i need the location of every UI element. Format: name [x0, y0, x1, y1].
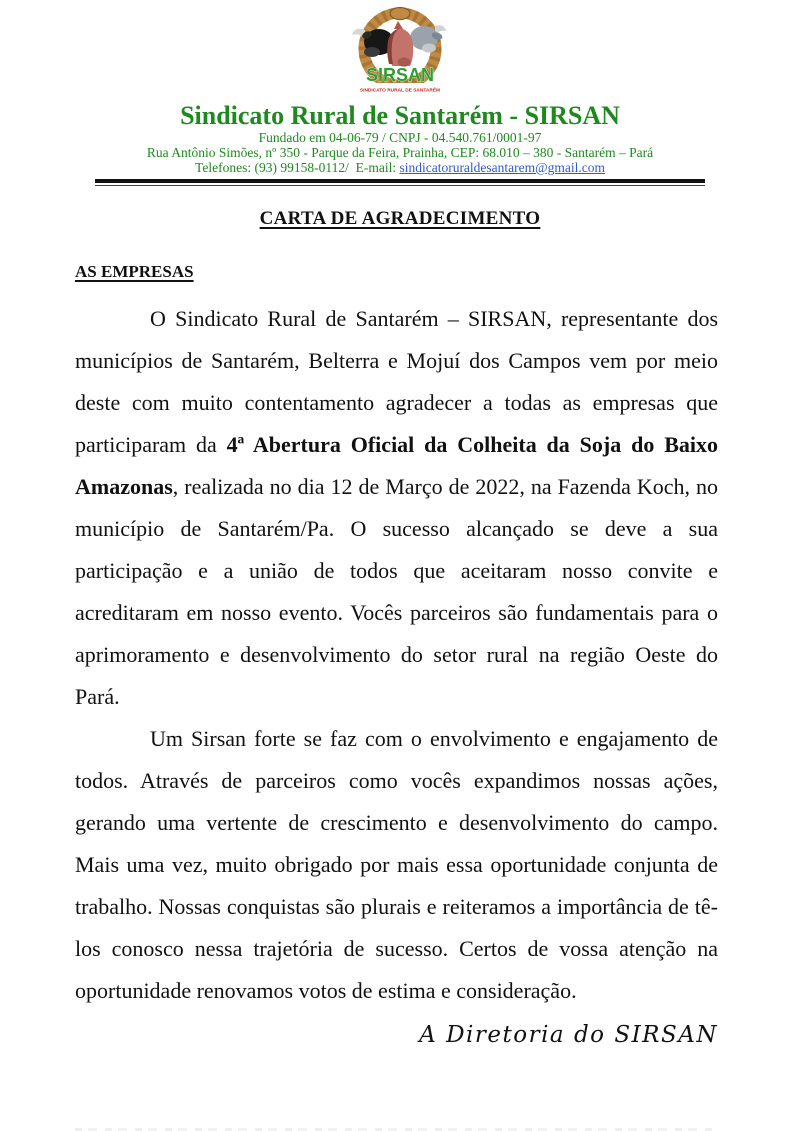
paragraph-1 — [75, 298, 718, 718]
letterhead-divider — [95, 179, 705, 186]
contact-line — [0, 160, 800, 175]
address-line: Rua Antônio Simões, nº 350 - Parque da Feira, Prainha, CEP: 68.010 – 380 - Santarém – Pará — [146, 145, 654, 160]
paragraph-1-post: , realizada no dia 12 de Março de 2022, na Fazenda Koch, no município de Santarém/Pa. O sucesso alcançado se deve a sua participação e a união de todos que aceitaram nosso convite e acreditaram em nosso evento. Vocês parceiros são fundamentais para o aprimoramento e desenvolvimento do setor rural na região Oeste do Pará. — [75, 474, 718, 709]
paragraph-1-bold-event-name: 4ª Abertura Oficial da Colheita da Soja do Baixo Amazonas — [75, 432, 718, 499]
email-label: E-mail: — [355, 160, 397, 175]
salutation: AS EMPRESAS — [75, 262, 194, 281]
rope-knot-icon — [390, 8, 410, 20]
founded-line: Fundado em 04-06-79 / CNPJ - 04.540.761/0001-97 — [258, 130, 542, 145]
paragraph-2: Um Sirsan forte se faz com o envolvimento e engajamento de todos. Através de parceiros como vocês expandimos nossas ações, gerando uma vertente de crescimento e desenvolvimento do campo. Mais uma vez, muito obrigado por mais essa oportunidade conjunta de trabalho. Nossas conquistas são plurais e reiteramos a importância de tê-los conosco nessa trajetória de sucesso. Certos de vossa atenção na oportunidade renovamos votos de estima e consideração. — [75, 726, 718, 1003]
logo-acronym: SIRSAN — [365, 65, 435, 85]
email-link[interactable]: sindicatoruraldesantarem@gmail.com — [399, 160, 605, 175]
horse-head-icon — [387, 21, 413, 67]
letterhead — [0, 4, 800, 175]
phones-label: Telefones: (93) 99158-0112/ — [195, 160, 349, 175]
sirsan-logo — [334, 4, 466, 100]
logo-caption: SINDICATO RURAL DE SANTARÉM — [359, 88, 441, 94]
document-title: CARTA DE AGRADECIMENTO — [259, 208, 541, 229]
signature: A Diretoria do SIRSAN — [419, 1022, 718, 1048]
org-name: Sindicato Rural de Santarém - SIRSAN — [180, 101, 620, 130]
paragraph-1-pre: O Sindicato Rural de Santarém – SIRSAN, representante dos municípios de Santarém, Belterra e Mojuí dos Campos vem por meio deste com muito contentamento agradecer a todas as empresas que participaram da — [75, 306, 718, 457]
